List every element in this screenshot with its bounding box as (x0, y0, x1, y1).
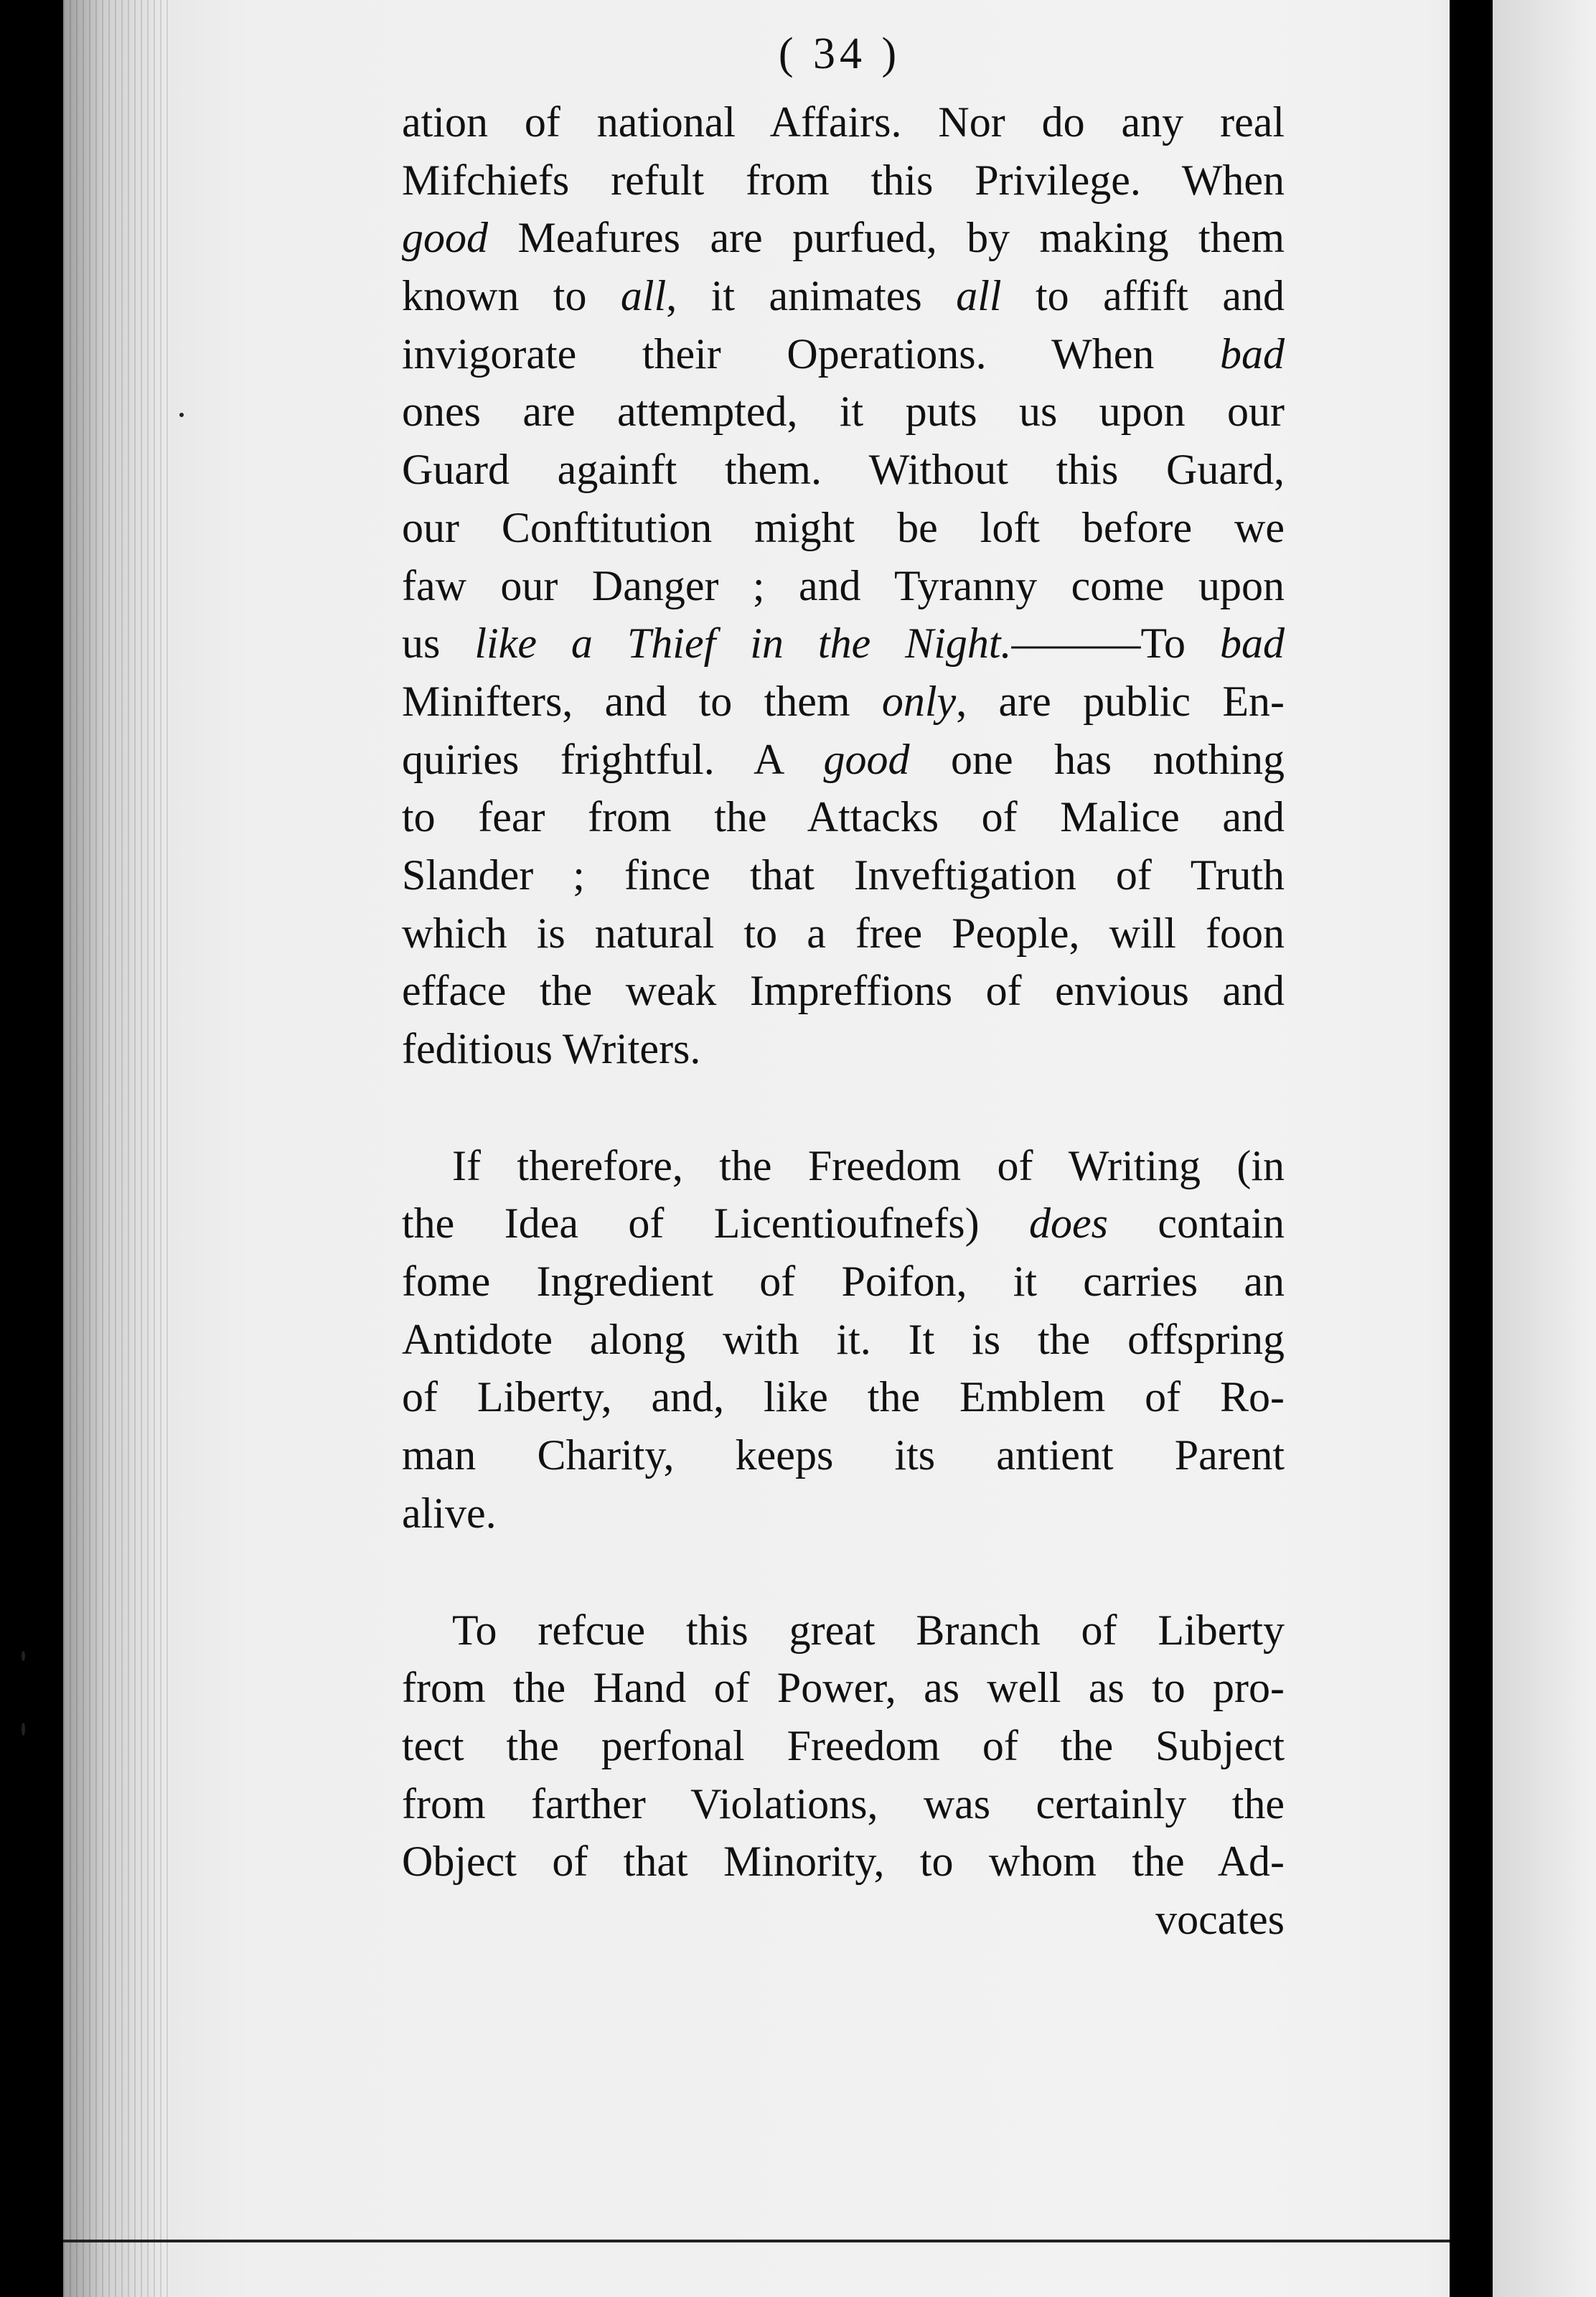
text-line: ones are attempted, it puts us upon our (402, 388, 1285, 436)
text-line: us like a Thief in the Night.———To bad (402, 619, 1285, 668)
text-line: To refcue this great Branch of Liberty (452, 1606, 1285, 1654)
text-line: efface the weak Impreffions of envious and (402, 967, 1285, 1015)
text-line: Object of that Minority, to whom the Ad- (402, 1838, 1285, 1886)
text-line: Guard againft them. Without this Guard, (402, 446, 1285, 494)
text-line: tect the perfonal Freedom of the Subject (402, 1721, 1285, 1769)
ink-speck (22, 1723, 25, 1736)
paragraph-gap (402, 1078, 1285, 1137)
text-line: If therefore, the Freedom of Writing (in (452, 1141, 1285, 1189)
text-line: Minifters, and to them only, are public En- (402, 677, 1285, 725)
text-line: alive. (402, 1489, 497, 1537)
text-line: from the Hand of Power, as well as to pro- (402, 1664, 1285, 1712)
adjacent-leaf (1493, 0, 1596, 2297)
text-line: the Idea of Licentioufnefs) does contain (402, 1199, 1285, 1248)
page-bottom-edge (63, 2240, 1450, 2242)
body-text (402, 93, 1285, 1949)
text-line: known to all, it animates all to affift and (402, 272, 1285, 320)
text-line: which is natural to a free People, will foon (402, 909, 1285, 957)
text-line: fome Ingredient of Poifon, it carries an (402, 1258, 1285, 1306)
text-line: Antidote along with it. It is the offspring (402, 1315, 1285, 1363)
text-line: of Liberty, and, like the Emblem of Ro- (402, 1373, 1285, 1421)
ink-speck (22, 1651, 25, 1661)
text-line: Mifchiefs refult from this Privilege. When (402, 156, 1285, 204)
text-line: man Charity, keeps its antient Parent (402, 1431, 1285, 1479)
text-line: invigorate their Operations. When bad (402, 329, 1285, 378)
text-line: to fear from the Attacks of Malice and (402, 793, 1285, 841)
text-line: from farther Violations, was certainly the (402, 1779, 1285, 1828)
ink-speck (179, 413, 184, 417)
text-line: ation of national Affairs. Nor do any real (402, 98, 1285, 146)
text-line: faw our Danger ; and Tyranny come upon (402, 561, 1285, 609)
text-line: our Conftitution might be loft before we (402, 503, 1285, 551)
catchword: vocates (1155, 1895, 1285, 1943)
paragraph-gap (402, 1543, 1285, 1601)
page-spine-shadow (63, 0, 171, 2297)
text-line: good Meafures are purfued, by making them (402, 214, 1285, 262)
text-line: quiries frightful. A good one has nothing (402, 735, 1285, 783)
page-gutter (1450, 0, 1493, 2297)
page-number: ( 34 ) (778, 29, 901, 78)
text-line: Slander ; fince that Inveftigation of Truth (402, 851, 1285, 899)
text-line: feditious Writers. (402, 1025, 701, 1072)
